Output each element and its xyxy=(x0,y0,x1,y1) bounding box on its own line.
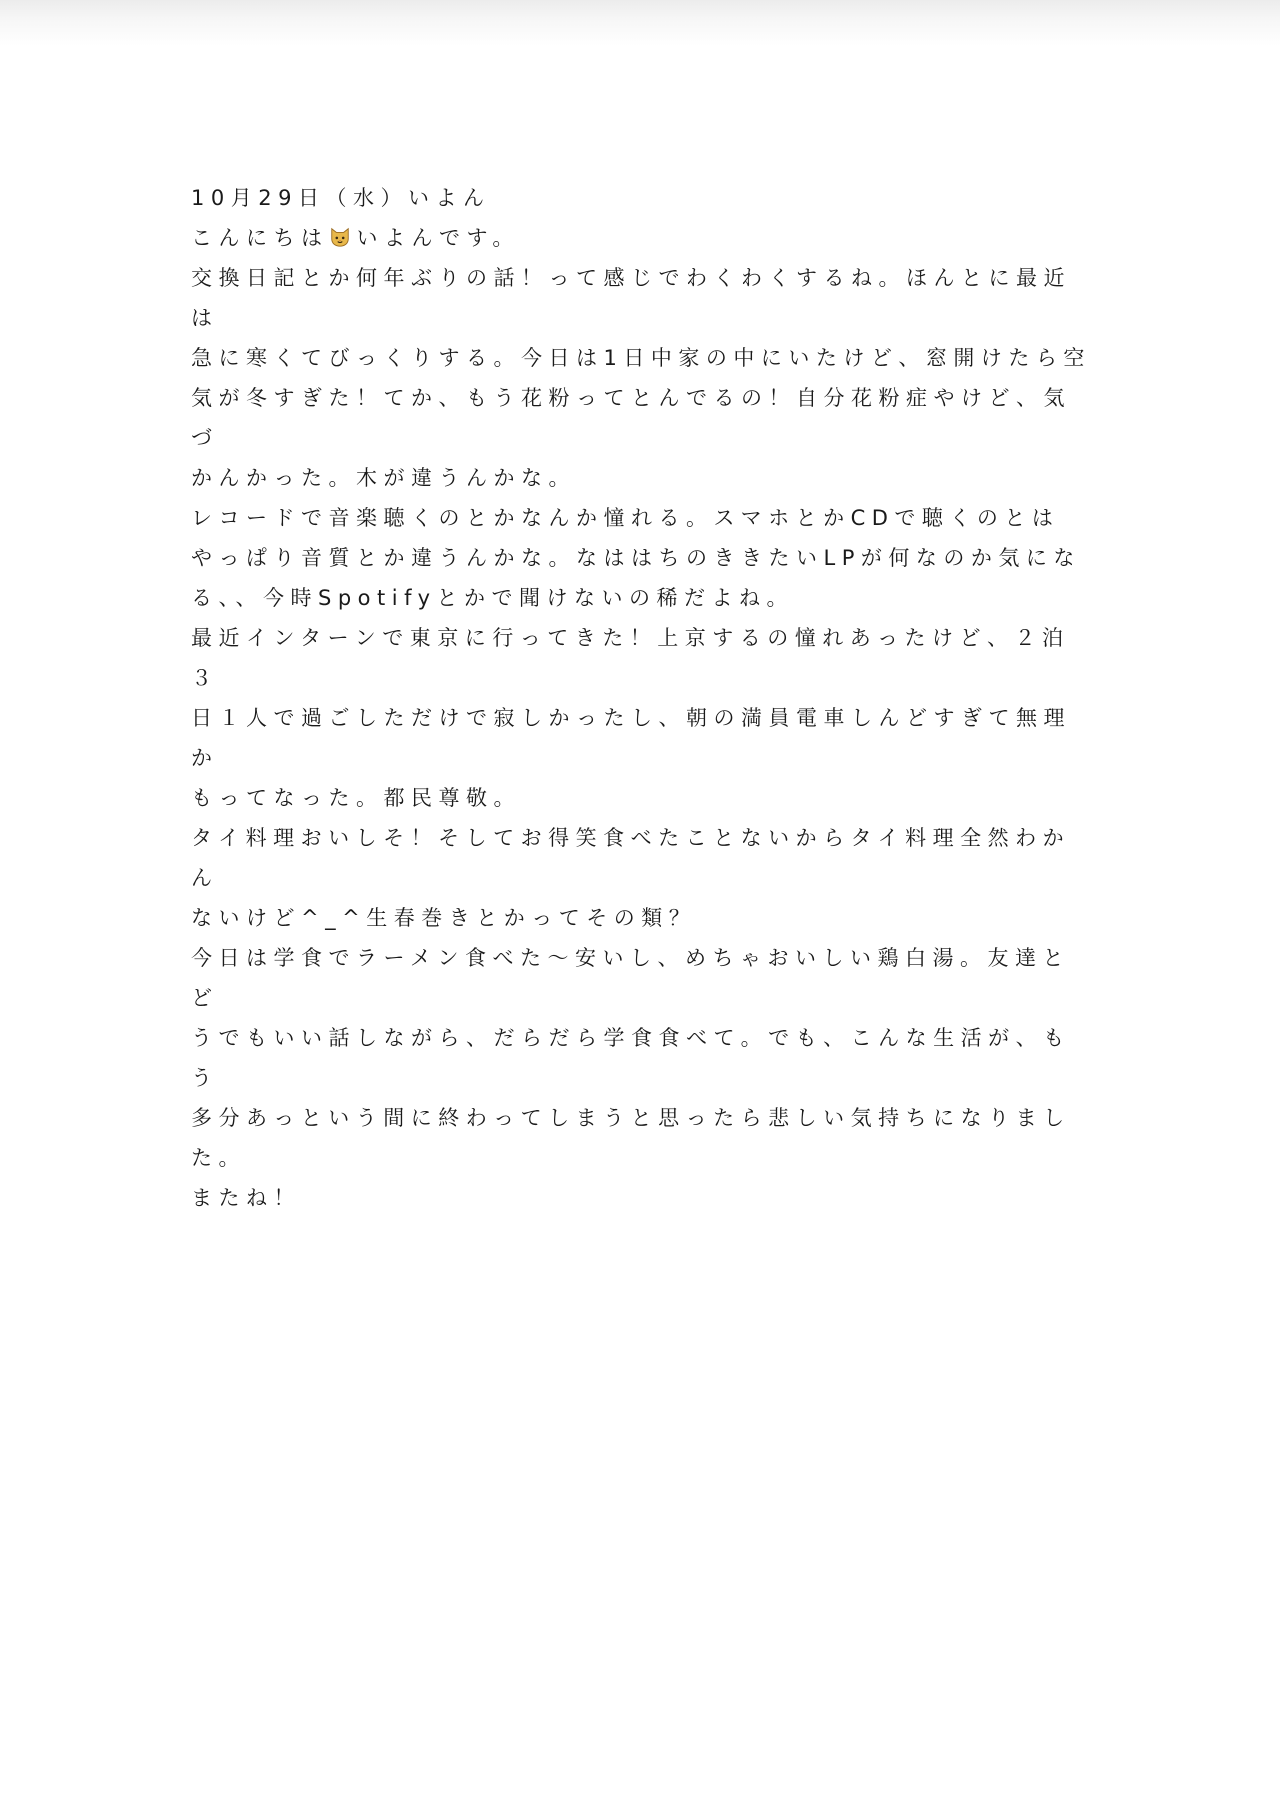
greeting-line xyxy=(191,218,1091,258)
paragraph-5: 今日は学食でラーメン食べた〜安いし、めちゃおいしい鶏白湯。友達とど うでもいい話しながら、だらだら学食食べて。でも、こんな生活が、もう 多分あっという間に終わってしまうと思ったら悲しい気持ちになりまし た。 xyxy=(191,946,1071,1170)
greeting-text: こんにちは xyxy=(191,226,329,250)
cat-face-icon xyxy=(329,226,351,248)
paragraph-2: レコードで音楽聴くのとかなんか憧れる。スマホとかCDで聴くのとは やっぱり音質とか違うんかな。なははちのききたいLPが何なのか気にな る、、今時Spotifyとかで聞けないの稀だよね。 xyxy=(191,506,1081,610)
top-edge-shadow xyxy=(0,0,1280,46)
paragraph-4: タイ料理おいしそ！そしてお得笑食べたことないからタイ料理全然わかん ないけど^_^生春巻きとかってその類？ xyxy=(191,826,1071,930)
closing-line: またね！ xyxy=(191,1186,301,1210)
paragraph-1: 交換日記とか何年ぶりの話！って感じでわくわくするね。ほんとに最近は 急に寒くてびっくりする。今日は1日中家の中にいたけど、窓開けたら空 気が冬すぎた！てか、もう花粉ってとんでるの！自分花粉症やけど、気づ かんかった。木が違うんかな。 xyxy=(191,266,1091,490)
diary-page xyxy=(191,178,1091,1218)
paragraph-3: 最近インターンで東京に行ってきた！上京するの憧れあったけど、２泊３ 日１人で過ごしただけで寂しかったし、朝の満員電車しんどすぎて無理か もってなった。都民尊敬。 xyxy=(191,626,1071,810)
date-heading: 10月29日（水）いよん xyxy=(191,186,491,210)
greeting-name: いよんです。 xyxy=(356,226,520,250)
